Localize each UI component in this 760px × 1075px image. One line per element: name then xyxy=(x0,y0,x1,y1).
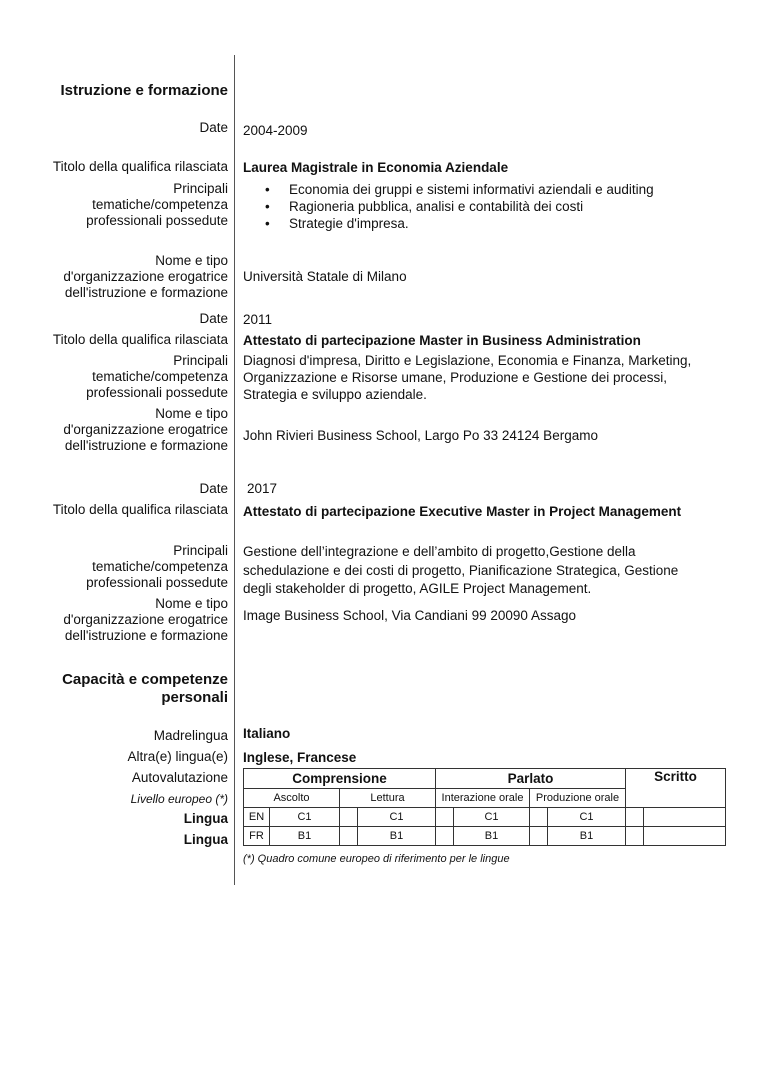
organization-label-line: d'organizzazione erogatrice xyxy=(63,269,228,284)
self-assessment-label: Autovalutazione xyxy=(131,770,228,785)
organization-label-line: Nome e tipo xyxy=(155,596,228,611)
topics-line: Gestione dell’integrazione e dell’ambito di progetto,Gestione della xyxy=(243,544,636,559)
language-table xyxy=(243,768,726,846)
list-item: • Economia dei gruppi e sistemi informativi aziendali e auditing xyxy=(243,181,654,198)
organization-label-line: Nome e tipo xyxy=(155,253,228,268)
date-label: Date xyxy=(199,481,228,496)
section-heading-education: Istruzione e formazione xyxy=(60,82,228,99)
topics-label xyxy=(86,543,228,591)
organization-label-line: Nome e tipo xyxy=(155,406,228,421)
table-row xyxy=(244,808,726,827)
language-code: EN xyxy=(244,808,270,827)
edu-1-organization: Università Statale di Milano xyxy=(243,269,407,284)
subheader-interaction: Interazione orale xyxy=(436,789,530,808)
topics-label-line: tematiche/competenza xyxy=(92,559,228,574)
organization-label xyxy=(63,406,228,454)
level-listening: C1 xyxy=(270,808,340,827)
topics-label-line: professionali possedute xyxy=(86,213,228,228)
header-writing: Scritto xyxy=(626,769,726,808)
empty-cell xyxy=(530,827,548,846)
table-row xyxy=(244,827,726,846)
language-label: Lingua xyxy=(183,811,228,826)
topics-line: Diagnosi d'impresa, Diritto e Legislazione, Economia e Finanza, Marketing, xyxy=(243,353,692,368)
organization-label xyxy=(63,253,228,301)
topics-label-line: Principali xyxy=(173,543,228,558)
organization-label-line: dell'istruzione e formazione xyxy=(64,285,228,300)
edu-3-organization: Image Business School, Via Candiani 99 20090 Assago xyxy=(243,608,576,623)
level-reading: C1 xyxy=(358,808,436,827)
column-divider xyxy=(234,55,235,885)
list-item: • Ragioneria pubblica, analisi e contabilità dei costi xyxy=(243,198,654,215)
section-heading-skills xyxy=(62,671,228,707)
date-label: Date xyxy=(199,120,228,135)
edu-1-title: Laurea Magistrale in Economia Aziendale xyxy=(243,160,509,175)
edu-3-title: Attestato di partecipazione Executive Master in Project Management xyxy=(243,504,682,519)
level-interaction: C1 xyxy=(454,808,530,827)
empty-cell xyxy=(530,808,548,827)
section-heading-line: personali xyxy=(161,689,228,706)
level-production: C1 xyxy=(548,808,626,827)
level-production: B1 xyxy=(548,827,626,846)
subheader-listening: Ascolto xyxy=(244,789,340,808)
organization-label-line: dell'istruzione e formazione xyxy=(64,628,228,643)
topics-label-line: professionali possedute xyxy=(86,385,228,400)
cefr-footnote: (*) Quadro comune europeo di riferimento per le lingue xyxy=(243,853,510,865)
mother-tongue-value: Italiano xyxy=(243,726,291,741)
language-code: FR xyxy=(244,827,270,846)
topics-label xyxy=(86,353,228,401)
european-level-label: Livello europeo (*) xyxy=(130,792,228,806)
edu-1-topics xyxy=(243,181,654,232)
empty-cell xyxy=(340,827,358,846)
organization-label-line: d'organizzazione erogatrice xyxy=(63,422,228,437)
topics-line: Organizzazione e Risorse umane, Produzione e Gestione dei processi, xyxy=(243,370,667,385)
topics-label-line: Principali xyxy=(173,353,228,368)
section-heading-line: Capacità e competenze xyxy=(62,671,228,688)
level-writing xyxy=(644,808,726,827)
edu-2-date: 2011 xyxy=(243,312,273,327)
list-item: • Strategie d'impresa. xyxy=(243,215,654,232)
topics-line: schedulazione e dei costi di progetto, Pianificazione Strategica, Gestione xyxy=(243,562,679,578)
level-reading: B1 xyxy=(358,827,436,846)
topics-label xyxy=(86,181,228,229)
mother-tongue-label: Madrelingua xyxy=(153,728,228,743)
topics-label-line: professionali possedute xyxy=(86,575,228,590)
empty-cell xyxy=(626,827,644,846)
edu-2-organization: John Rivieri Business School, Largo Po 33 24124 Bergamo xyxy=(243,428,598,443)
level-interaction: B1 xyxy=(454,827,530,846)
other-languages-value: Inglese, Francese xyxy=(243,750,357,765)
subheader-reading: Lettura xyxy=(340,789,436,808)
organization-label-line: d'organizzazione erogatrice xyxy=(63,612,228,627)
topics-line: Strategia e sviluppo aziendale. xyxy=(243,387,427,402)
edu-1-date: 2004-2009 xyxy=(243,123,308,138)
topics-label-line: tematiche/competenza xyxy=(92,197,228,212)
header-comprehension: Comprensione xyxy=(244,769,436,789)
edu-2-title: Attestato di partecipazione Master in Business Administration xyxy=(243,333,641,348)
date-label: Date xyxy=(199,311,228,326)
language-label: Lingua xyxy=(183,832,228,847)
edu-3-date: 2017 xyxy=(247,481,278,496)
empty-cell xyxy=(436,827,454,846)
empty-cell xyxy=(626,808,644,827)
organization-label xyxy=(63,596,228,644)
edu-2-topics xyxy=(243,352,691,403)
subheader-production: Produzione orale xyxy=(530,789,626,808)
organization-label-line: dell'istruzione e formazione xyxy=(64,438,228,453)
other-languages-label: Altra(e) lingua(e) xyxy=(127,749,228,764)
topics-label-line: Principali xyxy=(173,181,228,196)
level-listening: B1 xyxy=(270,827,340,846)
title-label: Titolo della qualifica rilasciata xyxy=(52,332,228,347)
topics-label-line: tematiche/competenza xyxy=(92,369,228,384)
header-speaking: Parlato xyxy=(436,769,626,789)
title-label: Titolo della qualifica rilasciata xyxy=(52,502,228,517)
empty-cell xyxy=(436,808,454,827)
level-writing xyxy=(644,827,726,846)
title-label: Titolo della qualifica rilasciata xyxy=(52,159,228,174)
topics-line: degli stakeholder di progetto, AGILE Project Management. xyxy=(243,581,592,596)
edu-3-topics xyxy=(243,543,678,599)
empty-cell xyxy=(340,808,358,827)
